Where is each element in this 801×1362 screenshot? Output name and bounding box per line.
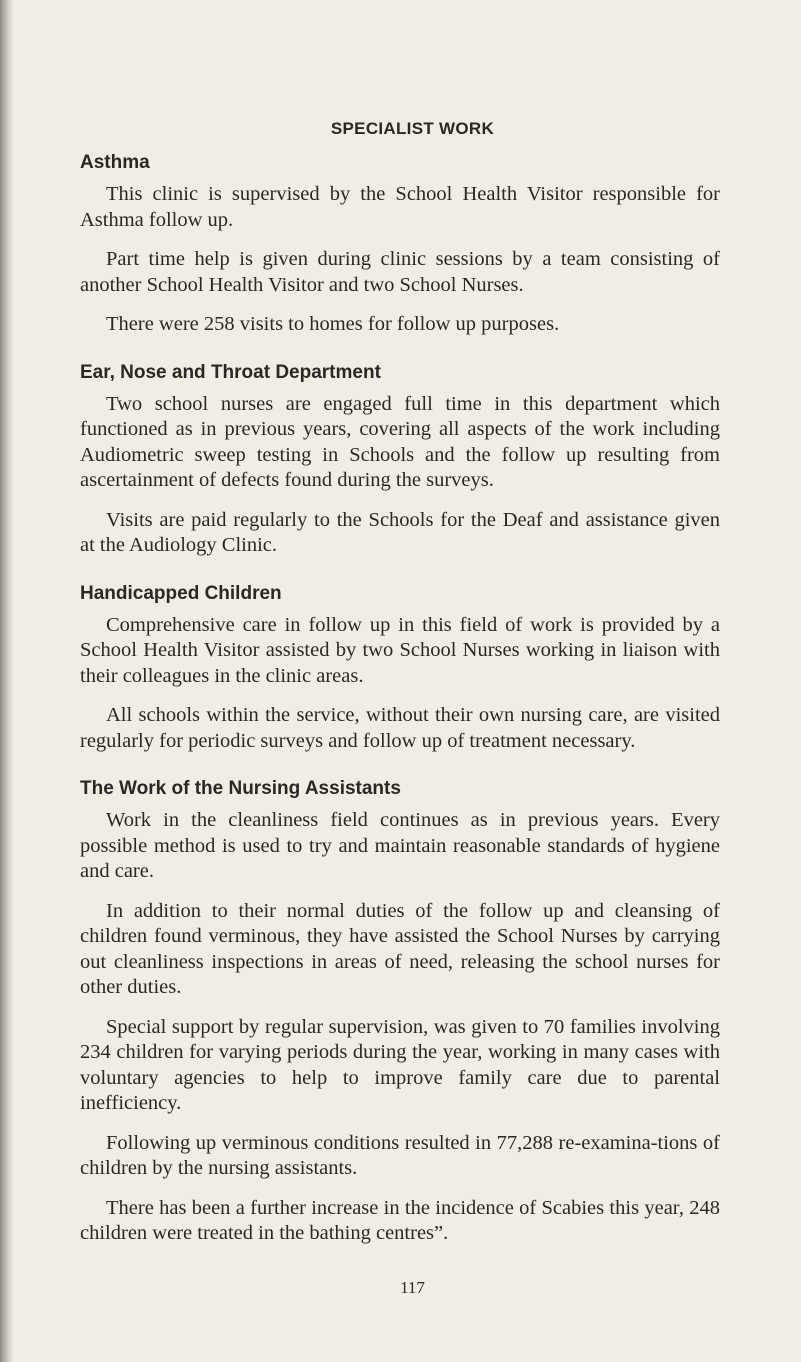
section-heading: Asthma	[80, 152, 150, 173]
paragraph: There has been a further increase in the incidence of Scabies this year, 248 children were treated in the bathing centres”.	[80, 1196, 720, 1244]
paragraph: There were 258 visits to homes for follow up purposes.	[106, 313, 560, 335]
section-heading: The Work of the Nursing Assistants	[80, 778, 401, 799]
section-nursing-assistants	[80, 776, 720, 1247]
section-heading: Ear, Nose and Throat Department	[80, 361, 381, 383]
paragraph: Work in the cleanliness field continues as in previous years. Every possible method is used to try and maintain reasonable standards of hygiene and care.	[80, 809, 720, 882]
section-asthma	[80, 150, 720, 338]
paragraph: Special support by regular supervision, was given to 70 families involving 234 children for varying periods during the year, working in many cases with voluntary agencies to help to improve family care due to parental inefficiency.	[80, 1015, 720, 1114]
paragraph: Part time help is given during clinic sessions by a team consisting of another School Health Visitor and two School Nurses.	[80, 248, 720, 296]
paragraph: Two school nurses are engaged full time in this department which functioned as in previous years, covering all aspects of the work including Audiometric sweep testing in Schools and the follow up resulting from ascertainment of defects found during the surveys.	[80, 392, 720, 491]
section-heading: Handicapped Children	[80, 582, 282, 604]
page-number: 117	[400, 1278, 425, 1297]
section-handicapped-children	[80, 581, 720, 755]
paragraph: Comprehensive care in follow up in this field of work is provided by a School Health Visitor assisted by two School Nurses working in liaison with their colleagues in the clinic areas.	[80, 613, 720, 687]
section-ent-department	[80, 360, 720, 559]
page-content	[80, 150, 720, 1269]
running-head: SPECIALIST WORK	[330, 119, 495, 138]
paragraph: In addition to their normal duties of the follow up and cleansing of children found verminous, they have assisted the School Nurses by carrying out cleanliness inspections in areas of need, releasing the school nurses for other duties.	[80, 899, 720, 998]
paragraph: All schools within the service, without their own nursing care, are visited regularly for periodic surveys and follow up of treatment necessary.	[80, 704, 720, 752]
paragraph: This clinic is supervised by the School Health Visitor responsible for Asthma follow up.	[80, 183, 720, 231]
paragraph: Visits are paid regularly to the Schools for the Deaf and assistance given at the Audiology Clinic.	[80, 508, 720, 556]
paragraph: Following up verminous conditions resulted in 77,288 re-examina-tions of children by the nursing assistants.	[80, 1131, 720, 1179]
